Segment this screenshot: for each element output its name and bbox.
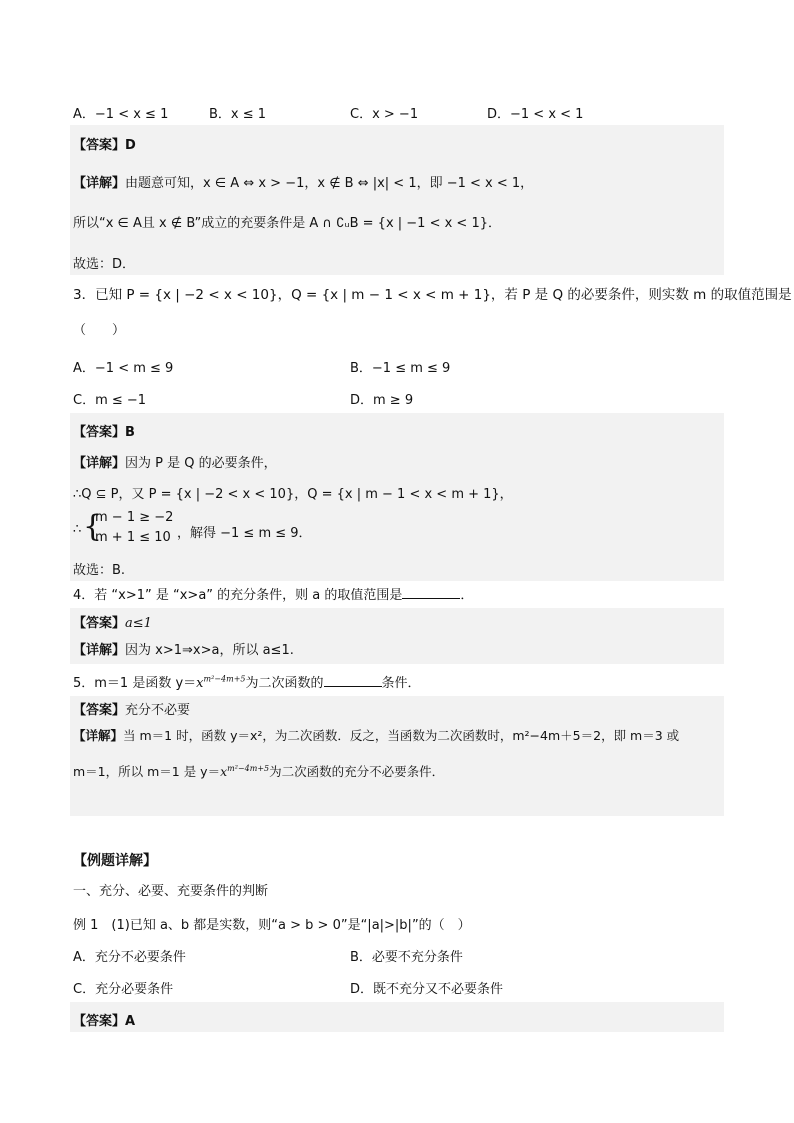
answer-label: 【答案】	[73, 703, 126, 718]
q5-detail-line1	[73, 726, 679, 744]
q5-answer	[73, 699, 190, 718]
q2-detail-line2: 所以“x ∈ A且 x ∉ B”成立的充要条件是 A ∩ ∁ᵤB = {x | −1 < x < 1}．	[73, 216, 502, 231]
q3-option-d: D．m ≥ 9	[350, 393, 414, 408]
answer-value: 充分不必要	[125, 703, 191, 718]
example1-answer	[73, 1010, 135, 1029]
detail-text: 当 m＝1 时，函数 y＝x²，为二次函数．反之，当函数为二次函数时，m²−4m＋5＝2，即 m＝3 或	[123, 728, 680, 743]
q3-option-b: B．−1 ≤ m ≤ 9	[350, 361, 451, 376]
answer-label: 【答案】	[73, 1014, 126, 1029]
q5-stem	[73, 672, 421, 691]
answer-blank	[402, 587, 460, 599]
therefore-symbol: ∴	[73, 522, 82, 537]
q3-option-a: A．−1 < m ≤ 9	[73, 361, 174, 376]
answer-value: D	[125, 138, 136, 153]
q4-detail	[73, 639, 294, 658]
example1-answer-panel	[70, 1002, 724, 1032]
section-heading: 【例题详解】	[73, 853, 157, 869]
q5-detail-after: 为二次函数的充分不必要条件．	[269, 764, 445, 779]
q3-detail-line2: ∴Q ⊆ P，又 P = {x | −2 < x < 10}，Q = {x | m − 1 < x < m + 1}，	[73, 487, 513, 502]
q2-answer-panel	[70, 125, 724, 275]
q3-detail-line1	[73, 452, 277, 471]
q2-option-b: B．x ≤ 1	[209, 107, 267, 122]
q3-answer	[73, 421, 135, 440]
q3-stem-line2: （ ）	[73, 323, 126, 338]
q4-stem-before: 4．若 “x>1” 是 “x>a” 的充分条件，则 a 的取值范围是	[73, 588, 403, 603]
detail-text: 由题意可知，x ∈ A ⇔ x > −1，x ∉ B ⇔ |x| < 1，即 −1 < x < 1，	[125, 176, 534, 191]
q4-stem-after: ．	[460, 588, 474, 603]
power-base: x	[220, 764, 228, 779]
q5-stem-after: 条件．	[381, 676, 421, 691]
detail-text: 因为 x>1⇒x>a，所以 a≤1.	[125, 643, 294, 658]
system-brace: {	[83, 509, 103, 544]
example1-option-d: D．既不充分又不必要条件	[350, 982, 504, 997]
answer-label: 【答案】	[73, 425, 126, 440]
answer-value: a≤1	[125, 616, 152, 631]
q4-stem	[73, 584, 473, 603]
power-base: x	[196, 676, 204, 691]
q2-answer	[73, 134, 136, 153]
q3-stem-line1: 3．已知 P = {x | −2 < x < 10}，Q = {x | m − 1 < x < m + 1}，若 P 是 Q 的必要条件，则实数 m 的取值范围是	[73, 287, 792, 303]
example1-option-c: C．充分必要条件	[73, 982, 174, 997]
q2-option-d: D．−1 < x < 1	[487, 107, 584, 122]
q2-detail-line3: 故选：D．	[73, 257, 136, 272]
answer-label: 【答案】	[73, 616, 126, 631]
q5-detail-line2	[73, 762, 444, 780]
q2-option-c: C．x > −1	[350, 107, 419, 122]
example1-stem: 例 1 (1)已知 a、b 都是实数，则“a > b > 0”是“|a|>|b|”的（ ）	[73, 918, 471, 933]
q3-detail-line4: 故选：B.	[73, 563, 126, 578]
detail-label: 【详解】	[73, 456, 126, 471]
answer-value: A	[125, 1014, 136, 1029]
q2-option-a: A．−1 < x ≤ 1	[73, 107, 169, 122]
q4-answer	[73, 612, 152, 631]
answer-blank	[324, 675, 382, 687]
detail-label: 【详解】	[73, 728, 124, 743]
example1-option-b: B．必要不充分条件	[350, 950, 463, 965]
q5-detail-before: m＝1，所以 m＝1 是 y＝	[73, 764, 221, 779]
q5-stem-mid: 为二次函数的	[245, 676, 324, 691]
detail-text: 因为 P 是 Q 的必要条件，	[125, 456, 277, 471]
system-row-1: m − 1 ≥ −2	[95, 510, 174, 525]
power-exponent: m²−4m+5	[227, 763, 270, 773]
system-result: ，解得 −1 ≤ m ≤ 9．	[177, 526, 312, 541]
detail-label: 【详解】	[73, 643, 126, 658]
q2-detail-line1	[73, 172, 533, 191]
detail-label: 【详解】	[73, 176, 126, 191]
power-exponent: m²−4m+5	[203, 674, 246, 684]
section-subheading: 一、充分、必要、充要条件的判断	[73, 884, 269, 899]
q5-stem-before: 5．m＝1 是函数 y＝	[73, 676, 197, 691]
answer-value: B	[125, 425, 135, 440]
system-row-2: m + 1 ≤ 10	[95, 530, 171, 545]
q3-option-c: C．m ≤ −1	[73, 393, 147, 408]
answer-label: 【答案】	[73, 138, 126, 153]
example1-option-a: A．充分不必要条件	[73, 950, 186, 965]
